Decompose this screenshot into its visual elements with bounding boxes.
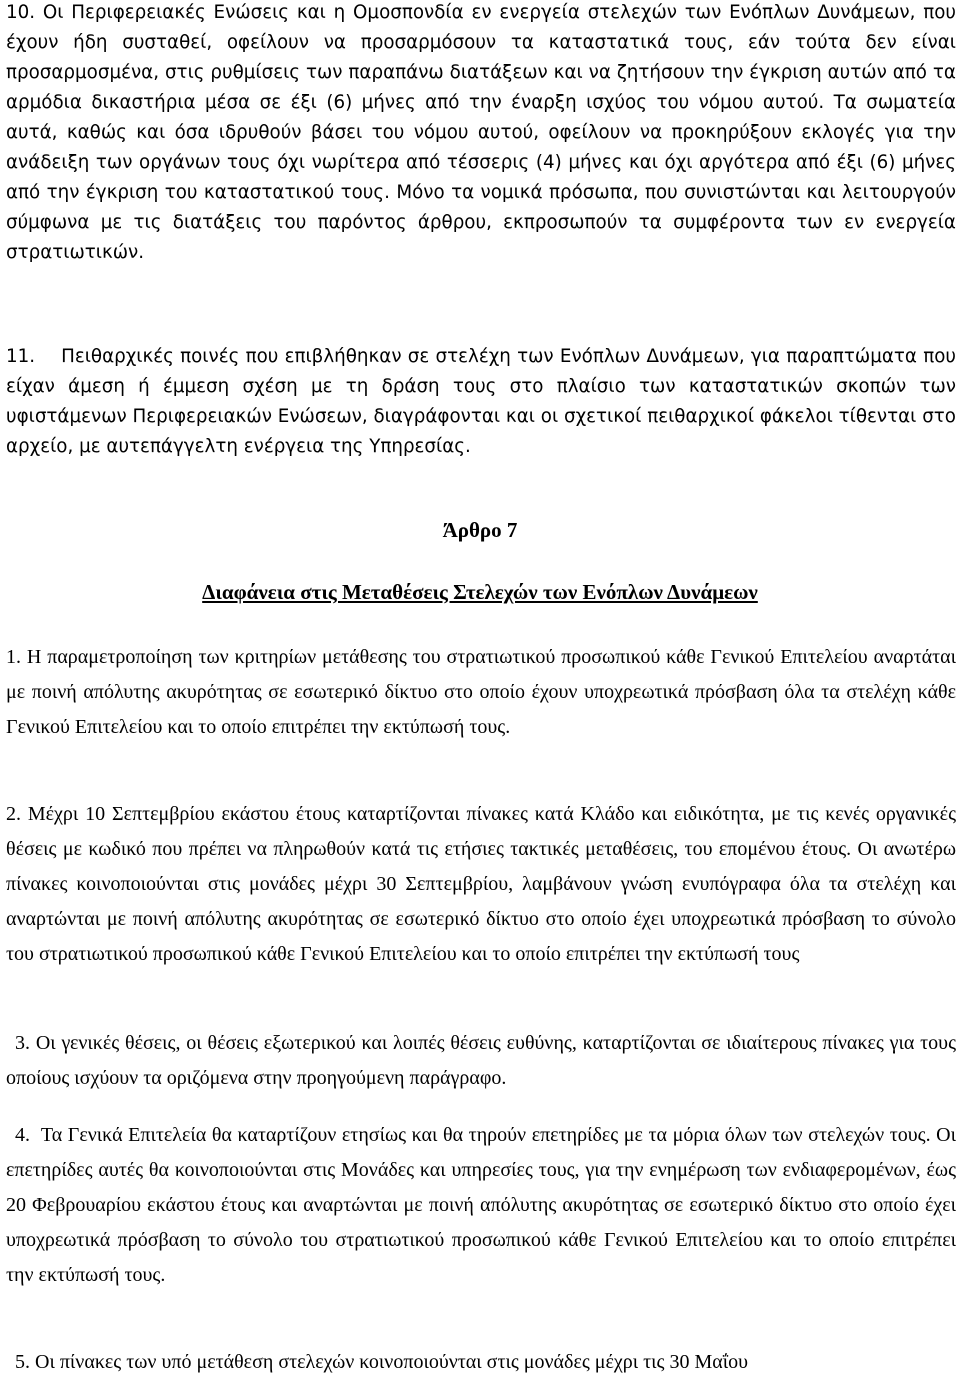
section-number: 5. [15, 1351, 30, 1373]
section-4 [6, 1118, 956, 1293]
paragraph-number: 11. [6, 346, 36, 367]
section-1 [6, 640, 956, 745]
paragraph-text: Οι Περιφερειακές Ενώσεις και η Ομοσπονδία εν ενεργεία στελεχών των Ενόπλων Δυνάμεων, που έχουν ήδη συσταθεί, οφείλουν να προσαρμόσουν τα καταστατικά τους, εάν τούτα δεν είναι προσαρμοσμένα, στις ρυθμίσεις των παραπάνω διατάξεων και να ζητήσουν την έγκριση αυτών από τα αρμόδια δικαστήρια μέσα σε έξι (6) μήνες από την έναρξη ισχύος του νόμου αυτού. Τα σωματεία αυτά, καθώς και όσα ιδρυθούν βάσει του νόμου αυτού, οφείλουν να προκηρύξουν εκλογές για την ανάδειξη των οργάνων τους όχι νωρίτερα από τέσσερις (4) μήνες και όχι αργότερα από έξι (6) μήνες από την έγκριση του καταστατικού τους. Μόνο τα νομικά πρόσωπα, που συνιστώνται και λειτουργούν σύμφωνα με τις διατάξεις του παρόντος άρθρου, εκπροσωπούν τα συμφέροντα των εν ενεργεία στρατιωτικών. [6, 2, 956, 263]
section-number: 1. [6, 646, 21, 668]
section-text: Τα Γενικά Επιτελεία θα καταρτίζουν ετησίως και θα τηρούν επετηρίδες με τα μόρια όλων των στελεχών τους. Οι επετηρίδες αυτές θα κοινοποιούνται στις Μονάδες και υπηρεσίες τους, για την ενημέρωση των ενδιαφερομένων, έως 20 Φεβρουαρίου εκάστου έτους και αναρτώνται με ποινή απόλυτης ακυρότητας σε εσωτερικό δίκτυο στο οποίο έχει υποχρεωτικά πρόσβαση το σύνολο του στρατιωτικού προσωπικού κάθε Γενικού Επιτελείου και το οποίο επιτρέπει την εκτύπωσή τους. [6, 1124, 957, 1286]
paragraph-10 [6, 0, 956, 268]
section-number: 2. [6, 803, 21, 825]
paragraph-11 [6, 342, 956, 462]
article-heading: Άρθρο 7 [442, 518, 518, 542]
section-text: Η παραμετροποίηση των κριτηρίων μετάθεσης του στρατιωτικού προσωπικού κάθε Γενικού Επιτελείου αναρτάται με ποινή απόλυτης ακυρότητας σε εσωτερικό δίκτυο στο οποίο έχουν υποχρεωτικά πρόσβαση όλα τα στελέχη κάθε Γενικού Επιτελείου και το οποίο επιτρέπει την εκτύπωσή τους. [6, 646, 956, 738]
paragraph-number: 10. [6, 2, 36, 23]
section-text: Οι πίνακες των υπό μετάθεση στελεχών κοινοποιούνται στις μονάδες μέχρι τις 30 Μαΐου [35, 1351, 749, 1373]
paragraph-text: Πειθαρχικές ποινές που επιβλήθηκαν σε στελέχη των Ενόπλων Δυνάμεων, για παραπτώματα που είχαν άμεση ή έμμεση σχέση με τη δράση τους στο πλαίσιο των καταστατικών σκοπών των υφιστάμενων Περιφερειακών Ενώσεων, διαγράφονται και οι σχετικοί πειθαρχικοί φάκελοι τίθενται στο αρχείο, με αυτεπάγγελτη ενέργεια της Υπηρεσίας. [6, 346, 956, 457]
section-3 [6, 1026, 956, 1096]
section-number: 3. [15, 1032, 30, 1054]
section-2 [6, 797, 956, 972]
article-subtitle: Διαφάνεια στις Μεταθέσεις Στελεχών των Ενόπλων Δυνάμεων [202, 580, 758, 604]
section-text: Μέχρι 10 Σεπτεμβρίου εκάστου έτους καταρτίζονται πίνακες κατά Κλάδο και ειδικότητα, με τις κενές οργανικές θέσεις με κωδικό που πρέπει να πληρωθούν κατά τις ετήσιες τακτικές μεταθέσεις, του επομένου έτους. Οι ανωτέρω πίνακες κοινοποιούνται στις μονάδες μέχρι 30 Σεπτεμβρίου, λαμβάνουν γνώση ενυπόγραφα όλα τα στελέχη και αναρτώνται με ποινή απόλυτης ακυρότητας σε εσωτερικό δίκτυο στο οποίο έχει υποχρεωτικά πρόσβαση το σύνολο του στρατιωτικού προσωπικού κάθε Γενικού Επιτελείου και το οποίο επιτρέπει την εκτύπωσή τους [6, 803, 957, 965]
section-text: Οι γενικές θέσεις, οι θέσεις εξωτερικού και λοιπές θέσεις ευθύνης, καταρτίζονται σε ιδιαίτερους πίνακες για τους οποίους ισχύουν τα οριζόμενα στην προηγούμενη παράγραφο. [6, 1032, 956, 1089]
section-number: 4. [15, 1124, 30, 1146]
